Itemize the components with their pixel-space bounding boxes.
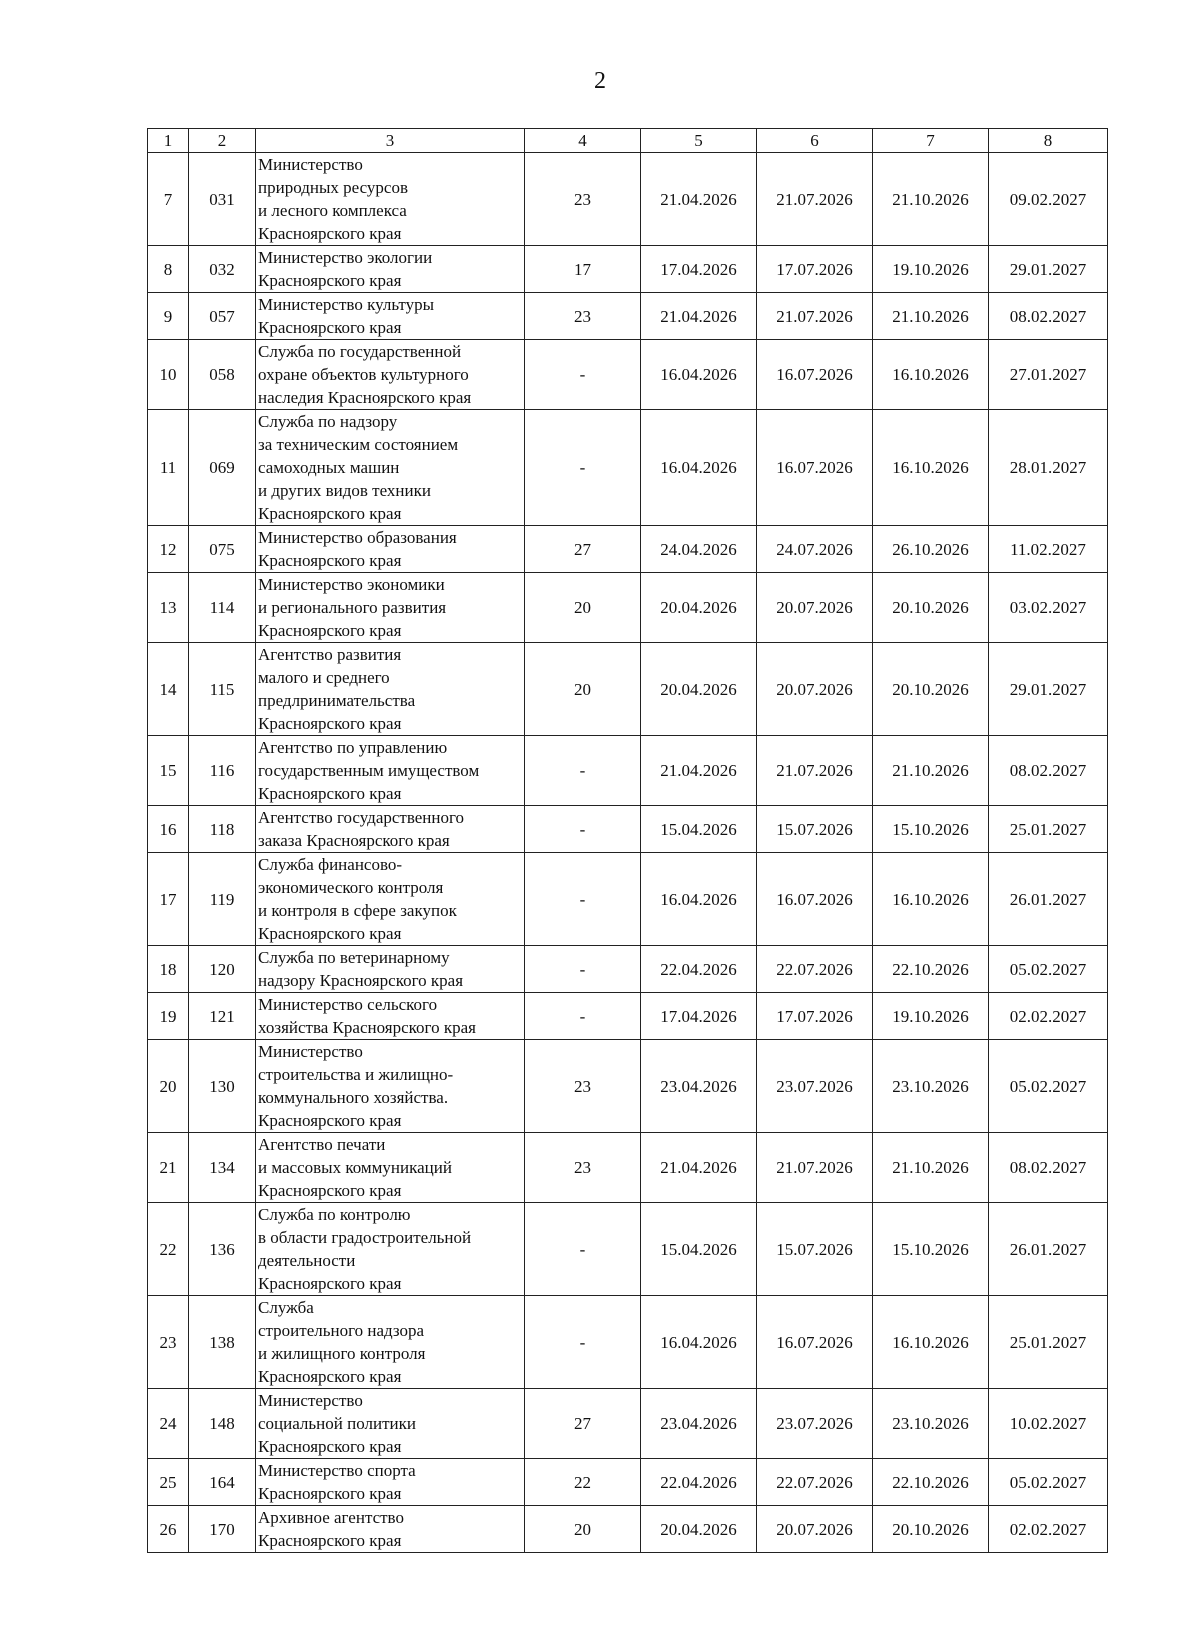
row-number-cell: 8 <box>148 246 189 293</box>
table-row <box>148 153 1108 246</box>
date-q4-cell: 25.01.2027 <box>989 1296 1108 1389</box>
row-number-cell: 20 <box>148 1040 189 1133</box>
table-body <box>148 153 1108 1553</box>
name-line: Министерство спорта <box>258 1461 416 1480</box>
days-cell: - <box>525 410 641 526</box>
date-q3-cell: 15.10.2026 <box>873 1203 989 1296</box>
date-q2-cell: 15.07.2026 <box>757 806 873 853</box>
row-number-cell: 10 <box>148 340 189 410</box>
date-q3-cell: 21.10.2026 <box>873 153 989 246</box>
date-q1-cell: 24.04.2026 <box>641 526 757 573</box>
header-cell: 1 <box>148 129 189 153</box>
table-row <box>148 946 1108 993</box>
row-number-cell: 22 <box>148 1203 189 1296</box>
table-row <box>148 806 1108 853</box>
header-cell: 2 <box>189 129 256 153</box>
code-cell: 136 <box>189 1203 256 1296</box>
date-q3-cell: 23.10.2026 <box>873 1040 989 1133</box>
name-cell <box>256 293 525 340</box>
date-q2-cell: 17.07.2026 <box>757 993 873 1040</box>
table-row <box>148 340 1108 410</box>
table-row <box>148 993 1108 1040</box>
name-line: природных ресурсов <box>258 178 408 197</box>
name-line: и массовых коммуникаций <box>258 1158 452 1177</box>
date-q2-cell: 23.07.2026 <box>757 1040 873 1133</box>
code-cell: 031 <box>189 153 256 246</box>
code-cell: 032 <box>189 246 256 293</box>
days-cell: 27 <box>525 526 641 573</box>
name-cell <box>256 1296 525 1389</box>
table-row <box>148 1389 1108 1459</box>
name-cell <box>256 246 525 293</box>
days-cell: - <box>525 946 641 993</box>
name-cell <box>256 1133 525 1203</box>
code-cell: 164 <box>189 1459 256 1506</box>
days-cell: 23 <box>525 1040 641 1133</box>
name-line: Агентство по управлению <box>258 738 448 757</box>
table-row <box>148 853 1108 946</box>
date-q4-cell: 28.01.2027 <box>989 410 1108 526</box>
name-line: Служба по государственной <box>258 342 462 361</box>
days-cell: 20 <box>525 643 641 736</box>
table-row <box>148 643 1108 736</box>
date-q3-cell: 22.10.2026 <box>873 1459 989 1506</box>
days-cell: - <box>525 736 641 806</box>
name-line: Министерство <box>258 1042 363 1061</box>
days-cell: - <box>525 806 641 853</box>
code-cell: 148 <box>189 1389 256 1459</box>
row-number-cell: 23 <box>148 1296 189 1389</box>
days-cell: 23 <box>525 293 641 340</box>
name-line: малого и среднего <box>258 668 390 687</box>
code-cell: 120 <box>189 946 256 993</box>
table-row <box>148 246 1108 293</box>
name-line: охране объектов культурного <box>258 365 469 384</box>
name-line: и лесного комплекса <box>258 201 407 220</box>
date-q2-cell: 21.07.2026 <box>757 1133 873 1203</box>
table-row <box>148 1506 1108 1553</box>
date-q1-cell: 21.04.2026 <box>641 153 757 246</box>
date-q2-cell: 16.07.2026 <box>757 1296 873 1389</box>
date-q4-cell: 02.02.2027 <box>989 1506 1108 1553</box>
header-cell: 6 <box>757 129 873 153</box>
code-cell: 116 <box>189 736 256 806</box>
header-cell: 8 <box>989 129 1108 153</box>
code-cell: 075 <box>189 526 256 573</box>
table-row <box>148 1459 1108 1506</box>
date-q2-cell: 20.07.2026 <box>757 573 873 643</box>
name-line: наследия Красноярского края <box>258 388 472 407</box>
days-cell: 20 <box>525 1506 641 1553</box>
name-line: Красноярского края <box>258 504 402 523</box>
date-q2-cell: 23.07.2026 <box>757 1389 873 1459</box>
table-row <box>148 293 1108 340</box>
date-q1-cell: 23.04.2026 <box>641 1040 757 1133</box>
row-number-cell: 15 <box>148 736 189 806</box>
name-line: Агентство печати <box>258 1135 386 1154</box>
name-cell <box>256 1459 525 1506</box>
date-q2-cell: 21.07.2026 <box>757 293 873 340</box>
date-q1-cell: 22.04.2026 <box>641 946 757 993</box>
name-line: Красноярского края <box>258 271 402 290</box>
date-q3-cell: 21.10.2026 <box>873 1133 989 1203</box>
date-q4-cell: 25.01.2027 <box>989 806 1108 853</box>
date-q4-cell: 02.02.2027 <box>989 993 1108 1040</box>
date-q1-cell: 15.04.2026 <box>641 806 757 853</box>
code-cell: 134 <box>189 1133 256 1203</box>
row-number-cell: 12 <box>148 526 189 573</box>
name-cell <box>256 1203 525 1296</box>
schedule-table <box>147 128 1108 1553</box>
name-line: Красноярского края <box>258 551 402 570</box>
page-number: 2 <box>594 68 606 94</box>
date-q2-cell: 15.07.2026 <box>757 1203 873 1296</box>
date-q2-cell: 20.07.2026 <box>757 643 873 736</box>
row-number-cell: 21 <box>148 1133 189 1203</box>
name-line: в области градостроительной <box>258 1228 472 1247</box>
table-row <box>148 736 1108 806</box>
name-line: и других видов техники <box>258 481 431 500</box>
table-row <box>148 410 1108 526</box>
name-line: Агентство государственного <box>258 808 465 827</box>
name-line: Служба по надзору <box>258 412 398 431</box>
date-q3-cell: 19.10.2026 <box>873 246 989 293</box>
date-q4-cell: 10.02.2027 <box>989 1389 1108 1459</box>
date-q1-cell: 16.04.2026 <box>641 340 757 410</box>
date-q2-cell: 17.07.2026 <box>757 246 873 293</box>
name-cell <box>256 946 525 993</box>
date-q4-cell: 05.02.2027 <box>989 1459 1108 1506</box>
date-q1-cell: 17.04.2026 <box>641 993 757 1040</box>
code-cell: 130 <box>189 1040 256 1133</box>
date-q1-cell: 21.04.2026 <box>641 1133 757 1203</box>
header-cell: 5 <box>641 129 757 153</box>
table-row <box>148 1296 1108 1389</box>
name-cell <box>256 853 525 946</box>
code-cell: 138 <box>189 1296 256 1389</box>
date-q3-cell: 20.10.2026 <box>873 573 989 643</box>
name-line: Красноярского края <box>258 1367 402 1386</box>
name-line: Красноярского края <box>258 1274 402 1293</box>
row-number-cell: 17 <box>148 853 189 946</box>
date-q3-cell: 21.10.2026 <box>873 293 989 340</box>
name-line: Министерство <box>258 155 363 174</box>
name-line: предлринимательства <box>258 691 416 710</box>
date-q1-cell: 15.04.2026 <box>641 1203 757 1296</box>
date-q1-cell: 21.04.2026 <box>641 736 757 806</box>
date-q1-cell: 20.04.2026 <box>641 573 757 643</box>
name-line: Красноярского края <box>258 1181 402 1200</box>
days-cell: - <box>525 993 641 1040</box>
name-line: Служба финансово- <box>258 855 403 874</box>
code-cell: 069 <box>189 410 256 526</box>
row-number-cell: 13 <box>148 573 189 643</box>
row-number-cell: 11 <box>148 410 189 526</box>
date-q3-cell: 15.10.2026 <box>873 806 989 853</box>
name-line: строительства и жилищно- <box>258 1065 454 1084</box>
days-cell: 23 <box>525 1133 641 1203</box>
row-number-cell: 19 <box>148 993 189 1040</box>
name-line: самоходных машин <box>258 458 400 477</box>
days-cell: - <box>525 340 641 410</box>
table-row <box>148 1040 1108 1133</box>
row-number-cell: 25 <box>148 1459 189 1506</box>
name-line: и жилищного контроля <box>258 1344 426 1363</box>
name-line: Служба по контролю <box>258 1205 411 1224</box>
name-cell <box>256 526 525 573</box>
date-q3-cell: 16.10.2026 <box>873 853 989 946</box>
code-cell: 118 <box>189 806 256 853</box>
name-line: Министерство образования <box>258 528 457 547</box>
name-line: за техническим состоянием <box>258 435 459 454</box>
date-q4-cell: 05.02.2027 <box>989 1040 1108 1133</box>
name-line: экономического контроля <box>258 878 444 897</box>
name-line: надзору Красноярского края <box>258 971 464 990</box>
date-q3-cell: 19.10.2026 <box>873 993 989 1040</box>
days-cell: 20 <box>525 573 641 643</box>
row-number-cell: 9 <box>148 293 189 340</box>
date-q4-cell: 26.01.2027 <box>989 853 1108 946</box>
days-cell: 23 <box>525 153 641 246</box>
date-q4-cell: 11.02.2027 <box>989 526 1108 573</box>
name-line: Архивное агентство <box>258 1508 404 1527</box>
name-line: Красноярского края <box>258 784 402 803</box>
name-line: Служба по ветеринарному <box>258 948 450 967</box>
name-line: коммунального хозяйства. <box>258 1088 449 1107</box>
name-line: Министерство экологии <box>258 248 433 267</box>
name-line: социальной политики <box>258 1414 416 1433</box>
name-cell <box>256 1506 525 1553</box>
date-q1-cell: 20.04.2026 <box>641 643 757 736</box>
date-q1-cell: 16.04.2026 <box>641 853 757 946</box>
row-number-cell: 16 <box>148 806 189 853</box>
name-line: Агентство развития <box>258 645 402 664</box>
code-cell: 114 <box>189 573 256 643</box>
name-line: и регионального развития <box>258 598 447 617</box>
table-row <box>148 1203 1108 1296</box>
code-cell: 115 <box>189 643 256 736</box>
date-q2-cell: 16.07.2026 <box>757 853 873 946</box>
name-line: Красноярского края <box>258 318 402 337</box>
code-cell: 170 <box>189 1506 256 1553</box>
name-cell <box>256 643 525 736</box>
date-q4-cell: 26.01.2027 <box>989 1203 1108 1296</box>
code-cell: 119 <box>189 853 256 946</box>
row-number-cell: 14 <box>148 643 189 736</box>
name-line: Красноярского края <box>258 224 402 243</box>
name-line: Министерство <box>258 1391 363 1410</box>
header-cell: 4 <box>525 129 641 153</box>
name-line: государственным имуществом <box>258 761 480 780</box>
name-line: хозяйства Красноярского края <box>258 1018 476 1037</box>
name-line: деятельности <box>258 1251 356 1270</box>
name-line: Министерство сельского <box>258 995 438 1014</box>
days-cell: - <box>525 1203 641 1296</box>
name-line: Красноярского края <box>258 1484 402 1503</box>
name-cell <box>256 1040 525 1133</box>
name-line: заказа Красноярского края <box>258 831 450 850</box>
date-q1-cell: 22.04.2026 <box>641 1459 757 1506</box>
date-q3-cell: 16.10.2026 <box>873 410 989 526</box>
date-q4-cell: 05.02.2027 <box>989 946 1108 993</box>
name-line: Красноярского края <box>258 1111 402 1130</box>
date-q2-cell: 16.07.2026 <box>757 410 873 526</box>
date-q4-cell: 29.01.2027 <box>989 246 1108 293</box>
date-q2-cell: 20.07.2026 <box>757 1506 873 1553</box>
name-line: строительного надзора <box>258 1321 425 1340</box>
days-cell: 17 <box>525 246 641 293</box>
name-cell <box>256 410 525 526</box>
name-line: и контроля в сфере закупок <box>258 901 457 920</box>
code-cell: 058 <box>189 340 256 410</box>
header-cell: 3 <box>256 129 525 153</box>
days-cell: 27 <box>525 1389 641 1459</box>
code-cell: 121 <box>189 993 256 1040</box>
date-q1-cell: 17.04.2026 <box>641 246 757 293</box>
date-q2-cell: 21.07.2026 <box>757 736 873 806</box>
code-cell: 057 <box>189 293 256 340</box>
date-q3-cell: 23.10.2026 <box>873 1389 989 1459</box>
date-q1-cell: 16.04.2026 <box>641 1296 757 1389</box>
header-cell: 7 <box>873 129 989 153</box>
date-q2-cell: 22.07.2026 <box>757 1459 873 1506</box>
name-line: Министерство экономики <box>258 575 445 594</box>
date-q1-cell: 20.04.2026 <box>641 1506 757 1553</box>
table-row <box>148 1133 1108 1203</box>
days-cell: 22 <box>525 1459 641 1506</box>
date-q4-cell: 08.02.2027 <box>989 736 1108 806</box>
date-q2-cell: 21.07.2026 <box>757 153 873 246</box>
name-cell <box>256 736 525 806</box>
date-q3-cell: 16.10.2026 <box>873 1296 989 1389</box>
date-q4-cell: 08.02.2027 <box>989 293 1108 340</box>
date-q4-cell: 09.02.2027 <box>989 153 1108 246</box>
name-line: Красноярского края <box>258 1531 402 1550</box>
name-cell <box>256 806 525 853</box>
row-number-cell: 26 <box>148 1506 189 1553</box>
name-cell <box>256 1389 525 1459</box>
row-number-cell: 24 <box>148 1389 189 1459</box>
date-q1-cell: 21.04.2026 <box>641 293 757 340</box>
row-number-cell: 7 <box>148 153 189 246</box>
name-line: Красноярского края <box>258 621 402 640</box>
date-q2-cell: 24.07.2026 <box>757 526 873 573</box>
date-q1-cell: 23.04.2026 <box>641 1389 757 1459</box>
date-q4-cell: 08.02.2027 <box>989 1133 1108 1203</box>
name-cell <box>256 153 525 246</box>
date-q3-cell: 22.10.2026 <box>873 946 989 993</box>
date-q4-cell: 27.01.2027 <box>989 340 1108 410</box>
days-cell: - <box>525 853 641 946</box>
name-line: Министерство культуры <box>258 295 435 314</box>
row-number-cell: 18 <box>148 946 189 993</box>
days-cell: - <box>525 1296 641 1389</box>
name-cell <box>256 993 525 1040</box>
name-line: Красноярского края <box>258 1437 402 1456</box>
name-cell <box>256 340 525 410</box>
table-row <box>148 526 1108 573</box>
date-q4-cell: 03.02.2027 <box>989 573 1108 643</box>
date-q3-cell: 26.10.2026 <box>873 526 989 573</box>
date-q4-cell: 29.01.2027 <box>989 643 1108 736</box>
name-cell <box>256 573 525 643</box>
name-line: Служба <box>258 1298 314 1317</box>
date-q2-cell: 16.07.2026 <box>757 340 873 410</box>
name-line: Красноярского края <box>258 924 402 943</box>
date-q3-cell: 21.10.2026 <box>873 736 989 806</box>
date-q2-cell: 22.07.2026 <box>757 946 873 993</box>
date-q3-cell: 20.10.2026 <box>873 1506 989 1553</box>
date-q3-cell: 16.10.2026 <box>873 340 989 410</box>
name-line: Красноярского края <box>258 714 402 733</box>
table-row <box>148 573 1108 643</box>
header-row <box>148 129 1108 153</box>
date-q1-cell: 16.04.2026 <box>641 410 757 526</box>
date-q3-cell: 20.10.2026 <box>873 643 989 736</box>
